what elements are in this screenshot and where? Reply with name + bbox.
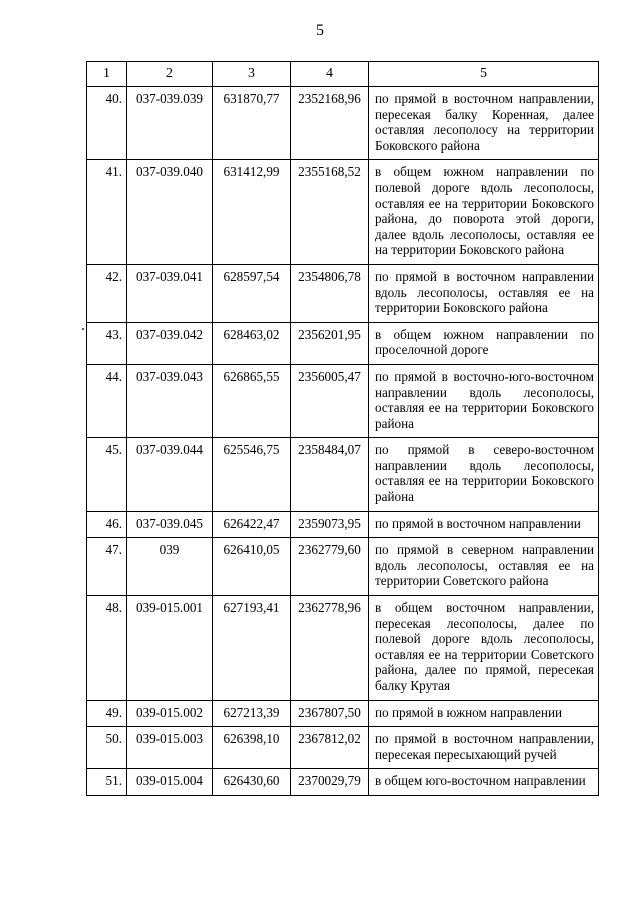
coord-y: 2362778,96	[291, 596, 369, 701]
coord-y: 2367812,02	[291, 727, 369, 769]
coord-y: 2354806,78	[291, 264, 369, 322]
point-code: 039	[127, 538, 213, 596]
table-row	[87, 511, 599, 538]
table-row	[87, 364, 599, 437]
boundary-description: в общем южном направлении по проселочной дороге	[369, 322, 599, 364]
coord-x: 631412,99	[213, 160, 291, 265]
row-number: 41.	[87, 160, 127, 265]
stray-mark	[82, 328, 84, 330]
boundary-description: в общем восточном направлении, пересекая лесополосы, далее по полевой дороге вдоль лесополосы, оставляя ее на территории Советского района, далее по прямой, пересекая балку Крутая	[369, 596, 599, 701]
table-row	[87, 538, 599, 596]
coord-x: 627213,39	[213, 700, 291, 727]
coord-x: 627193,41	[213, 596, 291, 701]
row-number: 46.	[87, 511, 127, 538]
header-col-4: 4	[291, 62, 369, 87]
table-row	[87, 160, 599, 265]
point-code: 039-015.002	[127, 700, 213, 727]
coord-x: 626430,60	[213, 769, 291, 796]
point-code: 037-039.040	[127, 160, 213, 265]
coord-y: 2358484,07	[291, 438, 369, 511]
coord-y: 2356201,95	[291, 322, 369, 364]
boundary-description: в общем юго-восточном направлении	[369, 769, 599, 796]
point-code: 037-039.044	[127, 438, 213, 511]
boundary-description: в общем южном направлении по полевой дороге вдоль лесополосы, оставляя ее на территории Боковского района, до поворота этой дороги, далее вдоль лесополосы, оставляя ее на территории Боковского района	[369, 160, 599, 265]
coord-x: 626422,47	[213, 511, 291, 538]
coord-x: 628463,02	[213, 322, 291, 364]
table-row	[87, 769, 599, 796]
point-code: 037-039.043	[127, 364, 213, 437]
boundary-description: по прямой в восточном направлении	[369, 511, 599, 538]
row-number: 48.	[87, 596, 127, 701]
point-code: 037-039.042	[127, 322, 213, 364]
point-code: 037-039.045	[127, 511, 213, 538]
boundary-description: по прямой в восточном направлении, пересекая пересыхающий ручей	[369, 727, 599, 769]
coord-x: 626398,10	[213, 727, 291, 769]
coord-y: 2356005,47	[291, 364, 369, 437]
table-row	[87, 596, 599, 701]
point-code: 039-015.001	[127, 596, 213, 701]
point-code: 037-039.041	[127, 264, 213, 322]
boundary-description: по прямой в восточно-юго-восточном направлении вдоль лесополосы, оставляя ее на территории Боковского района	[369, 364, 599, 437]
row-number: 47.	[87, 538, 127, 596]
coord-y: 2359073,95	[291, 511, 369, 538]
row-number: 40.	[87, 87, 127, 160]
boundary-description: по прямой в восточном направлении, пересекая балку Коренная, далее оставляя лесополосу на территории Боковского района	[369, 87, 599, 160]
boundary-description: по прямой в восточном направлении вдоль лесополосы, оставляя ее на территории Боковского района	[369, 264, 599, 322]
coord-y: 2352168,96	[291, 87, 369, 160]
point-code: 037-039.039	[127, 87, 213, 160]
row-number: 45.	[87, 438, 127, 511]
table-row	[87, 87, 599, 160]
page-number: 5	[316, 22, 324, 39]
table-row	[87, 700, 599, 727]
row-number: 50.	[87, 727, 127, 769]
coord-y: 2367807,50	[291, 700, 369, 727]
coord-x: 631870,77	[213, 87, 291, 160]
coord-x: 625546,75	[213, 438, 291, 511]
point-code: 039-015.004	[127, 769, 213, 796]
row-number: 44.	[87, 364, 127, 437]
table-row	[87, 322, 599, 364]
coord-x: 626410,05	[213, 538, 291, 596]
coord-x: 626865,55	[213, 364, 291, 437]
coord-y: 2355168,52	[291, 160, 369, 265]
coord-x: 628597,54	[213, 264, 291, 322]
row-number: 49.	[87, 700, 127, 727]
table-row	[87, 264, 599, 322]
table-row	[87, 727, 599, 769]
header-col-1: 1	[87, 62, 127, 87]
row-number: 51.	[87, 769, 127, 796]
header-col-5: 5	[369, 62, 599, 87]
boundary-description: по прямой в южном направлении	[369, 700, 599, 727]
header-col-2: 2	[127, 62, 213, 87]
table-header-row	[87, 62, 599, 87]
boundary-points-table	[86, 61, 599, 796]
coord-y: 2362779,60	[291, 538, 369, 596]
row-number: 43.	[87, 322, 127, 364]
coord-y: 2370029,79	[291, 769, 369, 796]
boundary-description: по прямой в северо-восточном направлении вдоль лесополосы, оставляя ее на территории Боковского района	[369, 438, 599, 511]
header-col-3: 3	[213, 62, 291, 87]
row-number: 42.	[87, 264, 127, 322]
table-row	[87, 438, 599, 511]
point-code: 039-015.003	[127, 727, 213, 769]
boundary-description: по прямой в северном направлении вдоль лесополосы, оставляя ее на территории Советского района	[369, 538, 599, 596]
